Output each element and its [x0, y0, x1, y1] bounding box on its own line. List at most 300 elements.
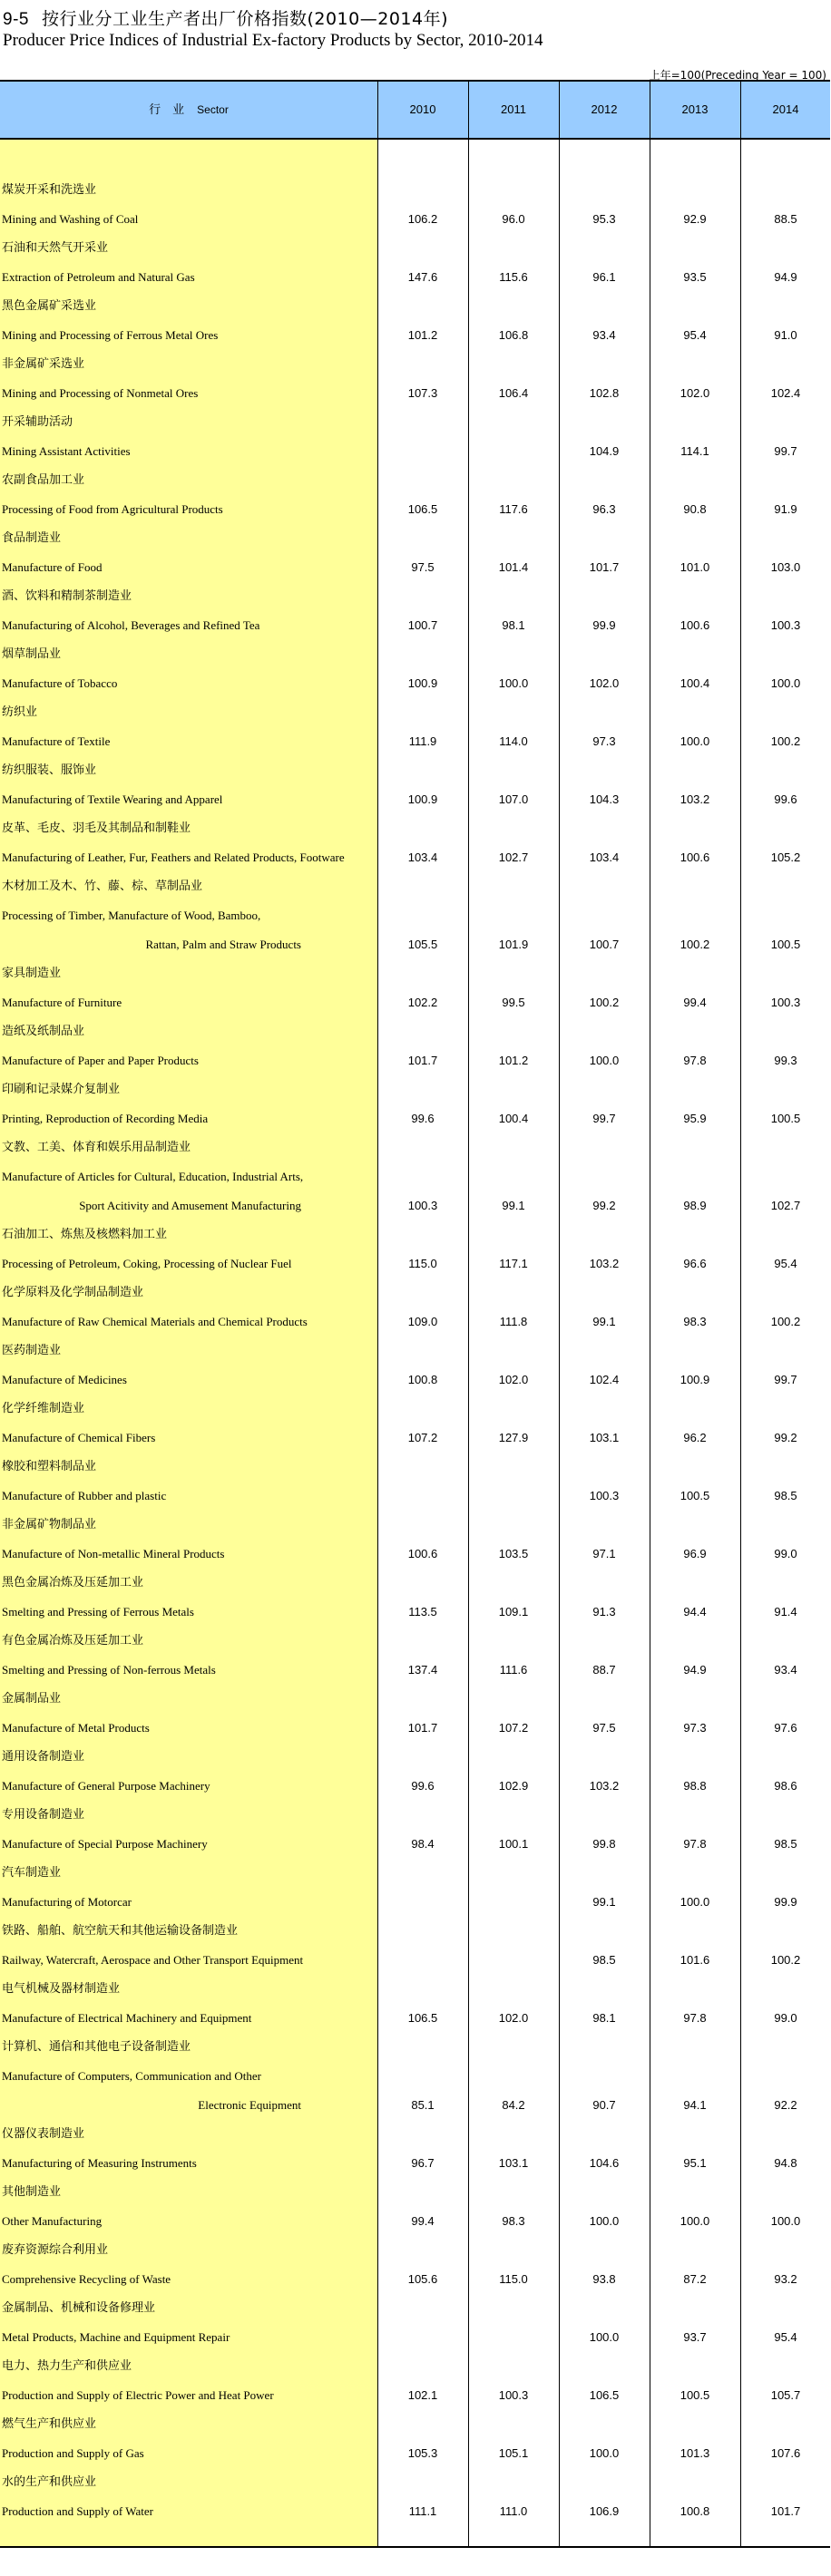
value-cell-2014: 91.9 — [774, 502, 797, 516]
value-cell-2011: 101.9 — [498, 938, 529, 951]
table-row — [0, 1453, 830, 1511]
value-cell-2012: 100.2 — [589, 996, 620, 1009]
value-cell-2011: 100.1 — [498, 1837, 529, 1851]
sector-name-en: Railway, Watercraft, Aerospace and Other Transport Equipment — [2, 1953, 304, 1967]
sector-name-en: Processing of Food from Agricultural Products — [2, 502, 223, 516]
sector-name-en: Production and Supply of Electric Power and Heat Power — [2, 2388, 274, 2402]
value-cell-2012: 95.3 — [592, 212, 616, 226]
table-row — [0, 524, 830, 582]
value-cell-2010: 106.5 — [407, 2011, 438, 2025]
value-cell-2013: 98.8 — [683, 1779, 707, 1793]
value-cell-2011: 115.0 — [499, 2272, 528, 2286]
header-year-2012: 2012 — [591, 102, 618, 116]
value-cell-2013: 93.7 — [683, 2330, 707, 2344]
value-cell-2011 — [468, 1482, 559, 1511]
title-cn-text: 按行业分工业生产者出厂价格指数(2010—2014年) — [41, 9, 449, 29]
value-cell-2012: 99.8 — [592, 1837, 616, 1851]
value-cell-2011: 111.6 — [499, 1663, 528, 1677]
table-row — [0, 292, 830, 350]
value-cell-2013: 114.1 — [680, 444, 709, 458]
sector-name-cn: 纺织业 — [2, 705, 38, 719]
value-cell-2010: 101.2 — [407, 328, 438, 342]
table-row — [0, 1337, 830, 1395]
value-cell-2011: 102.0 — [498, 1373, 529, 1386]
sector-name-en: Manufacture of Articles for Cultural, Education, Industrial Arts, — [2, 1170, 304, 1183]
value-cell-2010 — [377, 1946, 468, 1975]
value-cell-2010: 101.7 — [407, 1054, 438, 1067]
table-row — [0, 2178, 830, 2236]
value-cell-2010: 105.6 — [407, 2272, 438, 2286]
table-row — [0, 640, 830, 698]
sector-name-en: Manufacture of Electrical Machinery and Equipment — [2, 2011, 252, 2025]
value-cell-2011: 100.3 — [498, 2388, 529, 2402]
sector-name-en: Manufacture of Furniture — [2, 996, 122, 1009]
value-cell-2012: 100.0 — [589, 2214, 620, 2228]
value-cell-2013: 94.4 — [683, 1605, 707, 1619]
sector-name-en: Manufacture of Computers, Communication and Other — [2, 2069, 261, 2083]
value-cell-2010: 100.6 — [407, 1547, 438, 1560]
table-row — [0, 582, 830, 640]
value-cell-2012: 104.9 — [589, 444, 620, 458]
value-cell-2012: 104.6 — [589, 2156, 620, 2170]
value-cell-2010: 111.1 — [408, 2504, 437, 2518]
sector-name-en: Manufacture of Food — [2, 560, 103, 574]
value-cell-2010: 137.4 — [407, 1663, 438, 1677]
value-cell-2010 — [377, 2323, 468, 2352]
sector-name-en: Manufacture of Non-metallic Mineral Products — [2, 1547, 225, 1560]
sector-name-cn: 橡胶和塑料制品业 — [2, 1460, 97, 1473]
sector-name-en: Manufacturing of Measuring Instruments — [2, 2156, 197, 2170]
value-cell-2012: 97.5 — [592, 1721, 616, 1735]
value-cell-2014: 92.2 — [774, 2098, 797, 2112]
value-cell-2013: 101.3 — [679, 2446, 710, 2460]
header-sector-en: Sector — [197, 103, 229, 116]
value-cell-2010: 100.9 — [407, 676, 438, 690]
table-row — [0, 234, 830, 292]
table-row — [0, 1395, 830, 1453]
value-cell-2014: 100.3 — [770, 996, 801, 1009]
value-cell-2013: 100.8 — [679, 2504, 710, 2518]
value-cell-2012: 96.3 — [592, 502, 616, 516]
value-cell-2010: 96.7 — [411, 2156, 435, 2170]
sector-name-en: Other Manufacturing — [2, 2214, 103, 2228]
sector-name-en: Comprehensive Recycling of Waste — [2, 2272, 171, 2286]
value-cell-2012: 102.4 — [589, 1373, 620, 1386]
value-cell-2012: 97.1 — [592, 1547, 616, 1560]
value-cell-2013: 87.2 — [683, 2272, 707, 2286]
value-cell-2013: 95.9 — [683, 1112, 707, 1125]
value-cell-2014: 99.0 — [774, 1547, 797, 1560]
sector-name-en: Smelting and Pressing of Non-ferrous Metals — [2, 1663, 216, 1677]
sector-name-en: Manufacture of Paper and Paper Products — [2, 1054, 199, 1067]
value-cell-2012: 93.8 — [592, 2272, 616, 2286]
table-row — [0, 1801, 830, 1859]
value-cell-2013: 100.2 — [679, 938, 710, 951]
value-cell-2014: 100.2 — [770, 734, 801, 748]
value-cell-2014: 107.6 — [770, 2446, 801, 2460]
value-cell-2011: 99.1 — [502, 1199, 525, 1212]
value-cell-2010: 109.0 — [407, 1315, 438, 1328]
table-row — [0, 814, 830, 872]
value-cell-2013: 96.2 — [683, 1431, 707, 1444]
value-cell-2013: 100.5 — [679, 2388, 710, 2402]
value-cell-2011: 103.5 — [498, 1547, 529, 1560]
value-cell-2013: 100.0 — [679, 1895, 710, 1909]
sector-name-cn: 医药制造业 — [2, 1344, 62, 1357]
value-cell-2012: 103.1 — [589, 1431, 620, 1444]
sector-name-en: Extraction of Petroleum and Natural Gas — [2, 270, 195, 284]
value-cell-2011: 107.2 — [498, 1721, 529, 1735]
sector-name-cn: 废弃资源综合利用业 — [2, 2243, 109, 2257]
value-cell-2013: 100.9 — [679, 1373, 710, 1386]
table-row — [0, 1133, 830, 1220]
sector-name-cn: 铁路、船舶、航空航天和其他运输设备制造业 — [2, 1924, 239, 1938]
value-cell-2011: 115.6 — [499, 270, 528, 284]
value-cell-2014: 99.2 — [774, 1431, 797, 1444]
value-cell-2014: 99.6 — [774, 792, 797, 806]
value-cell-2011: 102.0 — [498, 2011, 529, 2025]
value-cell-2010: 99.6 — [411, 1112, 435, 1125]
value-cell-2013: 100.6 — [679, 851, 710, 864]
sector-name-cn: 木材加工及木、竹、藤、棕、草制品业 — [2, 880, 203, 893]
sector-name-en: Processing of Petroleum, Coking, Processing of Nuclear Fuel — [2, 1257, 292, 1270]
value-cell-2012: 102.0 — [589, 676, 620, 690]
value-cell-2010: 99.6 — [411, 1779, 435, 1793]
value-cell-2011: 117.1 — [499, 1257, 528, 1270]
value-cell-2012: 103.2 — [589, 1257, 620, 1270]
table-row — [0, 872, 830, 959]
value-cell-2012: 97.3 — [592, 734, 616, 748]
value-cell-2012: 99.9 — [592, 618, 616, 632]
sector-name-cn: 皮革、毛皮、羽毛及其制品和制鞋业 — [2, 821, 191, 835]
value-cell-2014: 101.7 — [770, 2504, 801, 2518]
table-row — [0, 1975, 830, 2033]
table-row — [0, 1511, 830, 1569]
sector-name-en: Manufacture of Metal Products — [2, 1721, 150, 1735]
sector-name-en: Electronic Equipment — [198, 2098, 301, 2112]
sector-name-en: Manufacture of Textile — [2, 734, 111, 748]
value-cell-2010: 100.9 — [407, 792, 438, 806]
table-row — [0, 698, 830, 756]
value-cell-2011: 111.8 — [499, 1315, 528, 1328]
sector-name-cn: 水的生产和供应业 — [2, 2475, 97, 2489]
sector-name-cn: 计算机、通信和其他电子设备制造业 — [2, 2040, 191, 2054]
sector-name-cn: 农副食品加工业 — [2, 473, 85, 487]
value-cell-2011 — [468, 2323, 559, 2352]
value-cell-2014: 100.5 — [770, 938, 801, 951]
value-cell-2012: 98.1 — [592, 2011, 616, 2025]
value-cell-2011: 98.1 — [502, 618, 525, 632]
table-number: 9-5 — [3, 10, 29, 29]
value-cell-2014: 97.6 — [774, 1721, 797, 1735]
value-cell-2012: 103.4 — [589, 851, 620, 864]
header-sector-cn: 行 业 — [149, 103, 185, 117]
sector-name-en: Manufacture of Raw Chemical Materials and Chemical Products — [2, 1315, 308, 1328]
table-row — [0, 1278, 830, 1337]
sector-name-cn: 石油和天然气开采业 — [2, 241, 109, 255]
value-cell-2013: 97.8 — [683, 1837, 707, 1851]
value-cell-2011: 109.1 — [498, 1605, 529, 1619]
sector-name-cn: 开采辅助活动 — [2, 415, 73, 429]
value-cell-2011: 101.4 — [498, 560, 529, 574]
value-cell-2014: 105.7 — [770, 2388, 801, 2402]
sector-name-en: Manufacture of Special Purpose Machinery — [2, 1837, 208, 1851]
table-row — [0, 466, 830, 524]
value-cell-2012: 100.0 — [589, 2330, 620, 2344]
value-cell-2012: 100.0 — [589, 2446, 620, 2460]
table-row — [0, 2236, 830, 2294]
value-cell-2013: 94.1 — [683, 2098, 707, 2112]
value-cell-2012: 103.2 — [589, 1779, 620, 1793]
value-cell-2011 — [468, 1888, 559, 1917]
value-cell-2010: 85.1 — [411, 2098, 435, 2112]
value-cell-2011: 106.4 — [498, 386, 529, 400]
value-cell-2013: 98.9 — [683, 1199, 707, 1212]
value-cell-2012: 98.5 — [592, 1953, 616, 1967]
value-cell-2010: 100.7 — [407, 618, 438, 632]
value-cell-2011: 98.3 — [502, 2214, 525, 2228]
sector-name-en: Manufacture of General Purpose Machinery — [2, 1779, 210, 1793]
sector-name-en: Manufacture of Chemical Fibers — [2, 1431, 156, 1444]
value-cell-2011: 100.0 — [498, 676, 529, 690]
sector-name-en: Production and Supply of Water — [2, 2504, 153, 2518]
value-cell-2011: 114.0 — [499, 734, 528, 748]
value-cell-2014: 93.4 — [774, 1663, 797, 1677]
table-row — [0, 2468, 830, 2526]
value-cell-2010: 99.4 — [411, 2214, 435, 2228]
value-cell-2010: 101.7 — [407, 1721, 438, 1735]
value-cell-2014: 99.3 — [774, 1054, 797, 1067]
sector-name-cn: 金属制品、机械和设备修理业 — [2, 2301, 156, 2315]
sector-name-en: Mining and Processing of Nonmetal Ores — [2, 386, 199, 400]
value-cell-2014: 100.5 — [770, 1112, 801, 1125]
sector-name-cn: 家具制造业 — [2, 967, 62, 980]
value-cell-2014: 100.0 — [770, 2214, 801, 2228]
sector-name-en: Sport Acitivity and Amusement Manufacturing — [79, 1199, 301, 1212]
value-cell-2010: 107.3 — [407, 386, 438, 400]
value-cell-2014: 94.8 — [774, 2156, 797, 2170]
sector-name-en: Manufacture of Rubber and plastic — [2, 1489, 167, 1502]
value-cell-2014: 99.7 — [774, 444, 797, 458]
value-cell-2011 — [468, 1946, 559, 1975]
value-cell-2012: 96.1 — [592, 270, 616, 284]
value-cell-2014: 103.0 — [770, 560, 801, 574]
value-cell-2010 — [377, 1482, 468, 1511]
value-cell-2013: 99.4 — [683, 996, 707, 1009]
sector-name-cn: 汽车制造业 — [2, 1866, 62, 1880]
value-cell-2014: 100.2 — [770, 1315, 801, 1328]
value-cell-2013: 92.9 — [683, 212, 707, 226]
value-cell-2014: 102.7 — [770, 1199, 801, 1212]
value-cell-2012: 100.7 — [589, 938, 620, 951]
value-cell-2013: 103.2 — [679, 792, 710, 806]
sector-name-en: Metal Products, Machine and Equipment Repair — [2, 2330, 230, 2344]
value-cell-2013: 98.3 — [683, 1315, 707, 1328]
table-title-en: Producer Price Indices of Industrial Ex-factory Products by Sector, 2010-2014 — [3, 31, 543, 50]
sector-name-en: Manufacturing of Textile Wearing and Apparel — [2, 792, 223, 806]
table-row — [0, 1743, 830, 1801]
value-cell-2014: 88.5 — [774, 212, 797, 226]
table-row — [0, 2120, 830, 2178]
value-cell-2010: 100.8 — [407, 1373, 438, 1386]
sector-name-cn: 通用设备制造业 — [2, 1750, 85, 1764]
value-cell-2010: 115.0 — [408, 1257, 437, 1270]
sector-name-cn: 电气机械及器材制造业 — [2, 1982, 121, 1996]
value-cell-2011: 101.2 — [498, 1054, 529, 1067]
value-cell-2010: 147.6 — [407, 270, 438, 284]
value-cell-2012: 91.3 — [592, 1605, 616, 1619]
table-row — [0, 1859, 830, 1917]
value-cell-2011: 111.0 — [499, 2504, 528, 2518]
table-header — [0, 82, 830, 140]
sector-name-cn: 纺织服装、服饰业 — [2, 763, 97, 777]
value-cell-2014: 99.0 — [774, 2011, 797, 2025]
table-row — [0, 176, 830, 234]
table-row — [0, 408, 830, 466]
value-cell-2013: 94.9 — [683, 1663, 707, 1677]
value-cell-2012: 102.8 — [589, 386, 620, 400]
value-cell-2014: 99.9 — [774, 1895, 797, 1909]
value-cell-2012: 106.5 — [589, 2388, 620, 2402]
value-cell-2014: 91.4 — [774, 1605, 797, 1619]
sector-name-en: Manufacturing of Leather, Fur, Feathers and Related Products, Footware — [2, 851, 345, 864]
value-cell-2013: 96.9 — [683, 1547, 707, 1560]
header-year-2014: 2014 — [772, 102, 799, 116]
sector-name-en: Smelting and Pressing of Ferrous Metals — [2, 1605, 194, 1619]
value-cell-2010: 97.5 — [411, 560, 435, 574]
value-cell-2014: 93.2 — [774, 2272, 797, 2286]
value-cell-2011: 105.1 — [498, 2446, 529, 2460]
header-year-2010: 2010 — [409, 102, 436, 116]
table-row — [0, 2352, 830, 2410]
value-cell-2014: 95.4 — [774, 1257, 797, 1270]
value-cell-2011: 84.2 — [502, 2098, 525, 2112]
table-row — [0, 1569, 830, 1627]
value-cell-2010: 105.3 — [407, 2446, 438, 2460]
value-cell-2012: 99.7 — [592, 1112, 616, 1125]
value-cell-2014: 100.0 — [770, 676, 801, 690]
sector-name-cn: 其他制造业 — [2, 2185, 62, 2199]
value-cell-2010 — [377, 1888, 468, 1917]
value-cell-2010: 106.5 — [407, 502, 438, 516]
value-cell-2012: 101.7 — [589, 560, 620, 574]
value-cell-2014: 100.2 — [770, 1953, 801, 1967]
value-cell-2012: 99.1 — [592, 1895, 616, 1909]
value-cell-2013: 100.6 — [679, 618, 710, 632]
value-cell-2013: 93.5 — [683, 270, 707, 284]
table-row — [0, 1917, 830, 1975]
table-row — [0, 2410, 830, 2468]
value-cell-2014: 95.4 — [774, 2330, 797, 2344]
value-cell-2011: 99.5 — [502, 996, 525, 1009]
value-cell-2013: 96.6 — [683, 1257, 707, 1270]
sector-name-cn: 专用设备制造业 — [2, 1808, 85, 1822]
value-cell-2010: 103.4 — [407, 851, 438, 864]
sector-name-en: Manufacture of Medicines — [2, 1373, 127, 1386]
value-cell-2011: 107.0 — [498, 792, 529, 806]
value-cell-2013: 101.6 — [679, 1953, 710, 1967]
sector-name-cn: 印刷和记录媒介复制业 — [2, 1083, 121, 1096]
sector-name-cn: 非金属矿物制品业 — [2, 1518, 97, 1531]
value-cell-2014: 94.9 — [774, 270, 797, 284]
table-row — [0, 350, 830, 408]
table-row — [0, 1017, 830, 1075]
value-cell-2011: 102.9 — [498, 1779, 529, 1793]
unit-note: 上年=100(Preceding Year = 100) — [649, 69, 826, 82]
value-cell-2013: 95.1 — [683, 2156, 707, 2170]
sector-name-en: Processing of Timber, Manufacture of Wood, Bamboo, — [2, 909, 261, 922]
value-cell-2011: 100.4 — [498, 1112, 529, 1125]
value-cell-2012: 90.7 — [592, 2098, 616, 2112]
table-title-cn — [3, 5, 448, 30]
value-cell-2014: 98.5 — [774, 1489, 797, 1502]
table-row — [0, 756, 830, 814]
data-table — [0, 80, 830, 2548]
value-cell-2011: 127.9 — [498, 1431, 529, 1444]
table-body — [0, 176, 830, 2526]
sector-name-en: Manufacturing of Alcohol, Beverages and Refined Tea — [2, 618, 260, 632]
value-cell-2014: 102.4 — [770, 386, 801, 400]
value-cell-2014: 99.7 — [774, 1373, 797, 1386]
header-year-2011: 2011 — [501, 102, 526, 116]
value-cell-2013: 90.8 — [683, 502, 707, 516]
value-cell-2013: 97.3 — [683, 1721, 707, 1735]
sector-name-cn: 非金属矿采选业 — [2, 357, 85, 371]
value-cell-2013: 100.0 — [679, 2214, 710, 2228]
value-cell-2012: 99.2 — [592, 1199, 616, 1212]
value-cell-2011: 102.7 — [498, 851, 529, 864]
sector-name-en: Mining Assistant Activities — [2, 444, 131, 458]
value-cell-2012: 93.4 — [592, 328, 616, 342]
value-cell-2012: 106.9 — [589, 2504, 620, 2518]
value-cell-2011: 96.0 — [502, 212, 525, 226]
sector-name-en: Printing, Reproduction of Recording Media — [2, 1112, 209, 1125]
sector-name-cn: 黑色金属矿采选业 — [2, 299, 97, 313]
value-cell-2011 — [468, 437, 559, 466]
value-cell-2013: 97.8 — [683, 1054, 707, 1067]
sector-name-cn: 煤炭开采和洗选业 — [2, 183, 97, 197]
value-cell-2010: 100.3 — [407, 1199, 438, 1212]
sector-name-cn: 烟草制品业 — [2, 647, 62, 661]
value-cell-2010: 102.2 — [407, 996, 438, 1009]
value-cell-2011: 117.6 — [499, 502, 528, 516]
value-cell-2010: 113.5 — [408, 1605, 437, 1619]
value-cell-2012: 88.7 — [592, 1663, 616, 1677]
value-cell-2013: 95.4 — [683, 328, 707, 342]
sector-name-cn: 金属制品业 — [2, 1692, 62, 1706]
sector-name-en: Mining and Washing of Coal — [2, 212, 139, 226]
table-row — [0, 2294, 830, 2352]
sector-name-en: Rattan, Palm and Straw Products — [145, 938, 301, 951]
sector-name-en: Manufacture of Tobacco — [2, 676, 118, 690]
value-cell-2010: 107.2 — [407, 1431, 438, 1444]
value-cell-2010: 102.1 — [407, 2388, 438, 2402]
sector-name-cn: 化学纤维制造业 — [2, 1402, 85, 1415]
sector-name-cn: 酒、饮料和精制茶制造业 — [2, 589, 132, 603]
sector-name-cn: 化学原料及化学制品制造业 — [2, 1286, 144, 1299]
value-cell-2014: 91.0 — [774, 328, 797, 342]
value-cell-2014: 98.5 — [774, 1837, 797, 1851]
value-cell-2014: 105.2 — [770, 851, 801, 864]
sector-name-cn: 黑色金属冶炼及压延加工业 — [2, 1576, 144, 1589]
table-row — [0, 2033, 830, 2120]
value-cell-2012: 100.3 — [589, 1489, 620, 1502]
value-cell-2013: 100.0 — [679, 734, 710, 748]
value-cell-2013: 101.0 — [679, 560, 710, 574]
table-row — [0, 959, 830, 1017]
sector-name-cn: 石油加工、炼焦及核燃料加工业 — [2, 1228, 168, 1241]
value-cell-2011: 106.8 — [498, 328, 529, 342]
